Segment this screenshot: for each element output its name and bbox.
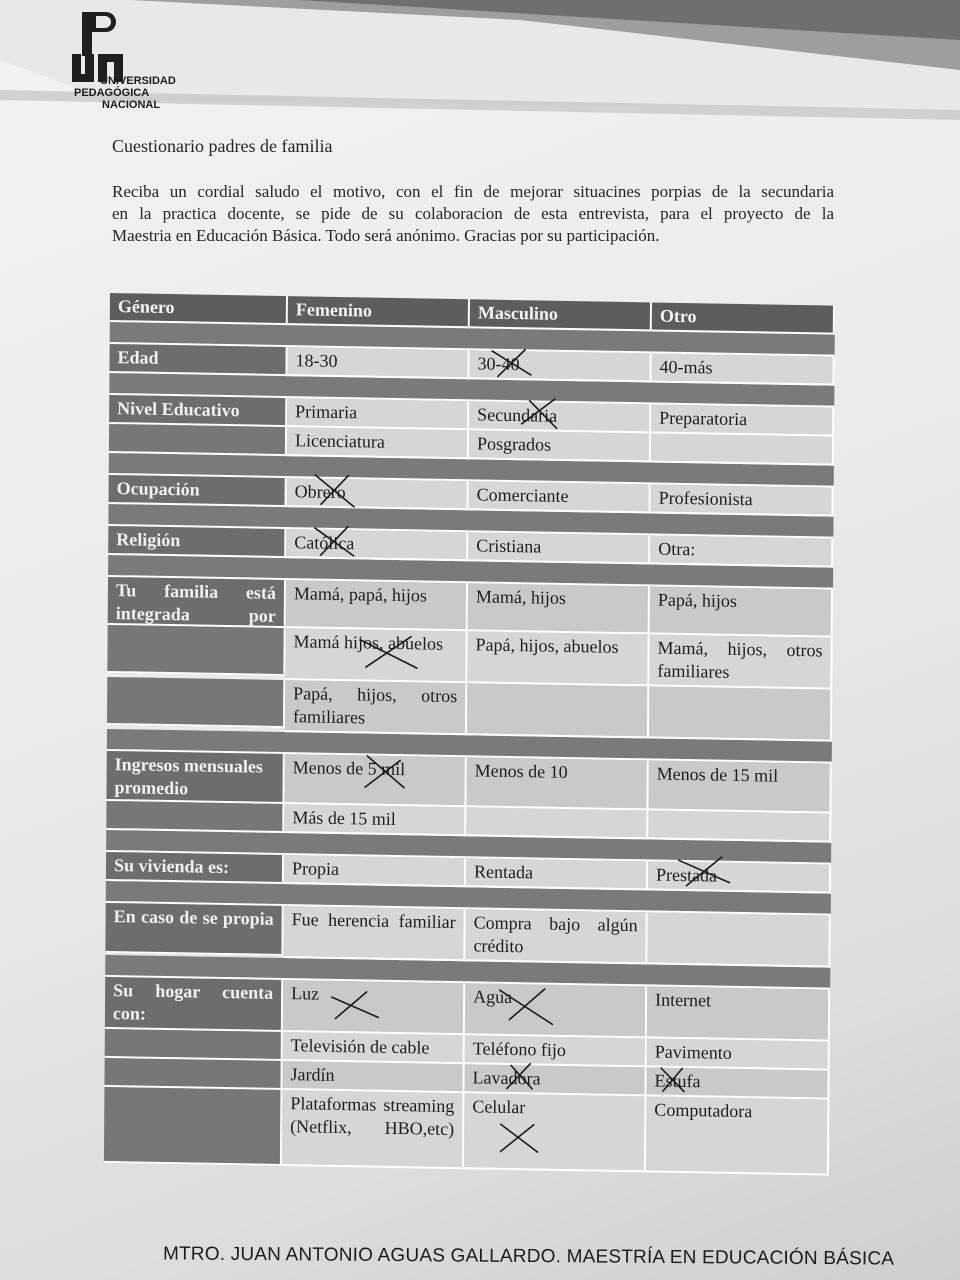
option-posgrados[interactable]: Posgrados (469, 430, 651, 462)
label-hogar: Su hogar cuenta con: (105, 977, 283, 1032)
option-mama-hijos-otros-familiares[interactable]: Mamá, hijos, otros familiares (649, 634, 832, 689)
label-blank (107, 677, 285, 728)
option-comerciante[interactable]: Comerciante (469, 481, 651, 513)
option-40-mas[interactable]: 40-más (651, 353, 834, 385)
label-edad: Edad (109, 344, 287, 376)
option-estufa-label: Estufa (654, 1070, 701, 1092)
label-caso-propia: En caso de se propia (105, 903, 283, 956)
label-blank (104, 1087, 283, 1166)
option-celular-label: Celular (472, 1096, 526, 1118)
option-plataformas-streaming[interactable]: Plataformas streaming (Netflix, HBO,etc) (282, 1090, 465, 1169)
option-mas-15-mil[interactable]: Más de 15 mil (284, 804, 466, 836)
option-blank (467, 683, 649, 738)
option-estufa[interactable] (646, 1067, 829, 1099)
option-pavimento[interactable]: Pavimento (647, 1038, 830, 1070)
option-herencia-familiar[interactable]: Fue herencia familiar (283, 906, 465, 961)
option-preparatoria[interactable]: Preparatoria (651, 404, 834, 436)
option-telefono-fijo[interactable]: Teléfono fijo (465, 1035, 647, 1067)
option-television-cable[interactable]: Televisión de cable (283, 1032, 465, 1064)
option-blank (651, 433, 834, 465)
logo-line-universidad: UNIVERSIDAD (100, 75, 176, 87)
label-religion: Religión (108, 526, 286, 558)
intro-line: Reciba un cordial saludo el motivo, con el fin de mejorar situacines porpias de la secundaria (112, 182, 834, 201)
intro-line: en la practica docente, se pide de su colaboracion de esta entrevista, para el proyecto de la (112, 204, 834, 223)
option-papa-hijos[interactable]: Papá, hijos (650, 586, 833, 637)
option-luz[interactable] (283, 980, 465, 1035)
option-mama-hijos-abuelos[interactable] (285, 628, 467, 683)
label-vivienda: Su vivienda es: (106, 852, 284, 884)
option-rentada[interactable]: Rentada (466, 858, 648, 890)
option-30-40[interactable] (469, 350, 651, 382)
label-nivel-educativo: Nivel Educativo (109, 395, 287, 427)
label-blank (105, 1029, 283, 1061)
option-compra-credito[interactable]: Compra bajo algún crédito (465, 909, 647, 964)
option-18-30[interactable]: 18-30 (287, 347, 469, 379)
label-blank (109, 424, 287, 456)
intro-paragraph (112, 181, 834, 247)
option-propia[interactable]: Propia (284, 855, 466, 887)
option-secundaria[interactable] (469, 401, 651, 433)
option-masculino[interactable]: Masculino (470, 299, 652, 331)
label-ingresos: Ingresos mensuales promedio (106, 751, 284, 804)
option-blank (648, 810, 831, 842)
option-cristiana[interactable]: Cristiana (468, 532, 650, 564)
intro-line: Maestria en Educación Básica. Todo será anónimo. Gracias por su participación. (112, 226, 660, 245)
option-obrero[interactable] (287, 478, 469, 510)
logo-line-nacional: NACIONAL (102, 99, 161, 111)
label-ocupacion: Ocupación (109, 475, 287, 507)
option-mama-hijos-abuelos-label: Mamá hijos, abuelos (293, 631, 444, 654)
option-menos-15-mil[interactable]: Menos de 15 mil (648, 760, 831, 813)
label-blank (107, 625, 285, 676)
option-otro[interactable]: Otro (652, 302, 835, 334)
option-otra[interactable]: Otra: (650, 535, 833, 567)
option-femenino[interactable]: Femenino (288, 296, 470, 328)
option-licenciatura[interactable]: Licenciatura (287, 427, 469, 459)
cross-mark-icon (494, 1120, 544, 1157)
option-30-40-label: 30-40 (477, 353, 520, 375)
option-prestada-label: Prestada (655, 864, 718, 886)
option-secundaria-label: Secundaria (477, 404, 558, 426)
option-computadora[interactable]: Computadora (646, 1096, 830, 1175)
option-agua-label: Agua (473, 986, 513, 1008)
option-mama-hijos[interactable]: Mamá, hijos (468, 583, 650, 634)
document-title: Cuestionario padres de familia (112, 136, 333, 156)
label-genero: Género (110, 293, 288, 325)
option-menos-5-mil[interactable] (284, 754, 466, 807)
cross-mark-icon (327, 987, 383, 1024)
option-luz-label: Luz (291, 983, 320, 1004)
label-familia: Tu familia está integrada por (108, 577, 286, 628)
label-blank (104, 1058, 282, 1090)
option-blank (647, 912, 830, 967)
option-agua[interactable] (465, 983, 647, 1038)
label-blank (106, 801, 284, 833)
option-menos-5-mil-label: Menos de 5 mil (292, 757, 406, 780)
option-primaria[interactable]: Primaria (287, 398, 469, 430)
option-profesionista[interactable]: Profesionista (651, 484, 834, 516)
row-hogar-4 (104, 1087, 830, 1176)
upn-logo (70, 8, 210, 118)
survey-table (104, 293, 835, 1176)
option-papa-hijos-abuelos[interactable]: Papá, hijos, abuelos (467, 631, 649, 686)
option-menos-10[interactable]: Menos de 10 (466, 757, 648, 810)
footer-author: MTRO. JUAN ANTONIO AGUAS GALLARDO. MAESTRÍA EN EDUCACIÓN BÁSICA (162, 1243, 895, 1270)
option-catolica[interactable] (286, 529, 468, 561)
option-blank (466, 807, 648, 839)
option-catolica-label: Católica (294, 532, 355, 554)
option-obrero-label: Obrero (294, 481, 346, 503)
option-lavadora[interactable] (464, 1064, 646, 1096)
option-prestada[interactable] (648, 861, 831, 893)
option-internet[interactable]: Internet (647, 986, 830, 1041)
option-lavadora-label: Lavadora (472, 1067, 541, 1089)
option-papa-hijos-otros-familiares[interactable]: Papá, hijos, otros familiares (285, 680, 467, 735)
option-jardin[interactable]: Jardín (282, 1061, 464, 1093)
logo-line-pedagogica: PEDAGÓGICA (74, 87, 150, 99)
option-blank (649, 686, 832, 741)
option-mama-papa-hijos[interactable]: Mamá, papá, hijos (286, 580, 468, 631)
option-celular[interactable] (464, 1093, 647, 1172)
